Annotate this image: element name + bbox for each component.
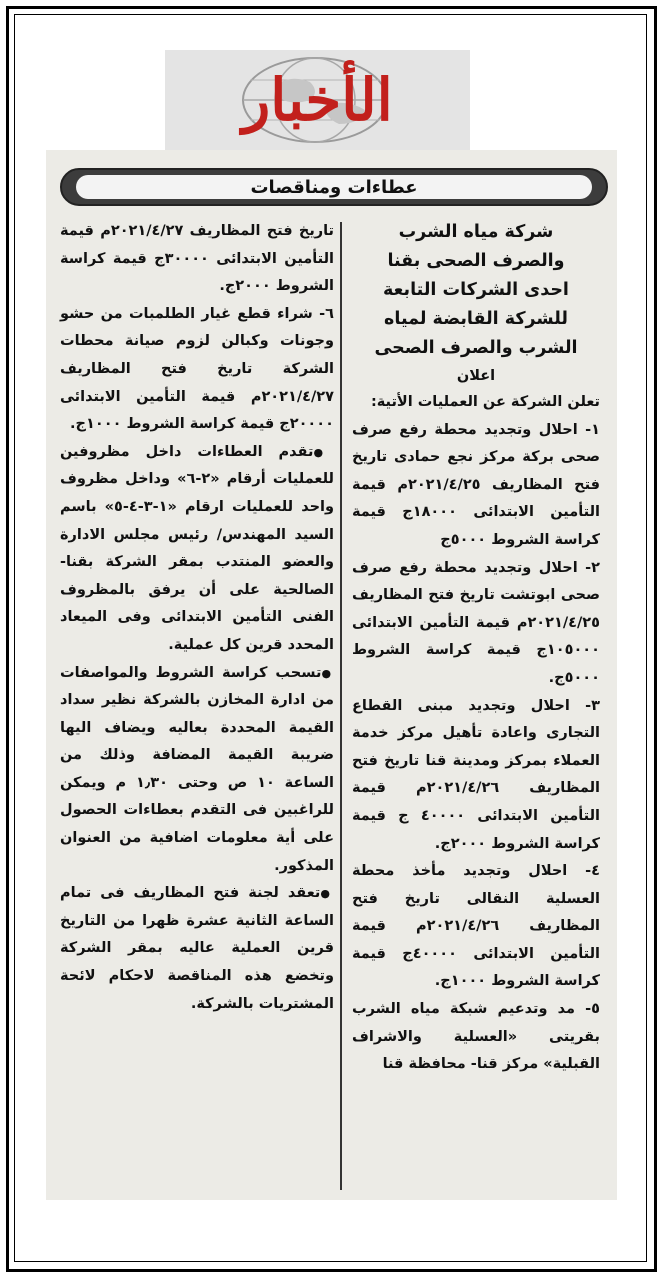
column-divider	[340, 222, 342, 1190]
heading-line: الشرب والصرف الصحى	[374, 338, 578, 358]
tender-item-1: ١- احلال وتجديد محطة رفع صرف صحى بركة مركز نجع حمادى تاريخ فتح المظاريف ٢٠٢١/٤/٢٥م قيمة التأمين الابتدائى ١٨٠٠٠ج قيمة كراسة الشروط ٥٠٠٠ج	[352, 421, 600, 548]
left-column	[60, 218, 334, 1018]
section-header-title: عطاءات ومناقصات	[76, 175, 592, 199]
right-column	[352, 218, 600, 1079]
heading-line: شركة مياه الشرب	[398, 222, 554, 242]
announcement-label: اعلان	[456, 368, 496, 384]
tender-item-5-continued: تاريخ فتح المظاريف ٢٠٢١/٤/٢٧م قيمة التأمين الابتدائى ٣٠٠٠٠ج قيمة كراسة الشروط ٢٠٠٠ج.	[60, 223, 334, 295]
masthead-logo-text: الأخبار	[242, 66, 393, 134]
tender-item-3: ٣- احلال وتجديد مبنى القطاع التجارى واعادة تأهيل مركز خدمة العملاء بمركز ومدينة قنا تاريخ فتح المظاريف ٢٠٢١/٤/٢٦م قيمة التأمين الابتدائى ٤٠٠٠٠ ج قيمة كراسة الشروط ٢٠٠٠ج.	[352, 697, 600, 852]
intro-text: تعلن الشركة عن العمليات الأتية:	[370, 394, 600, 410]
heading-line: للشركة القابضة لمياه	[384, 309, 568, 329]
tender-item-6: ٦- شراء قطع غيار الطلمبات من حشو وجونات وكبالن لزوم صيانة محطات الشركة تاريخ فتح المظاريف ٢٠٢١/٤/٢٧م قيمة التأمين الابتدائى ٢٠٠٠٠ج قيمة كراسة الشروط ١٠٠٠ج.	[60, 305, 334, 433]
heading-line: والصرف الصحى بقنا	[387, 251, 565, 271]
masthead-logo	[165, 50, 470, 150]
condition-bullet-2: ● تسحب كراسة الشروط والمواصفات من ادارة المخازن بالشركة نظير سداد القيمة المحددة بعاليه ويضاف اليها ضريبة القيمة المضافة وذلك من الساعة ١٠ ص وحتى ١٫٣٠ م ويمكن للراغبين فى التقدم بعطاءات الحصول على أية معلومات اضافية من العنوان المذكور.	[60, 660, 334, 881]
tender-item-5: ٥- مد وتدعيم شبكة مياه الشرب بقريتى «العسلية والاشراف القبلية» مركز قنا- محافظة قنا	[352, 1001, 600, 1073]
tender-item-4: ٤- احلال وتجديد مأخذ محطة العسلية النقالى تاريخ فتح المظاريف ٢٠٢١/٤/٢٦م قيمة التأمين الابتدائى ٤٠٠٠٠ج قيمة كراسة الشروط ١٠٠٠ج.	[352, 863, 600, 990]
section-header	[60, 168, 608, 206]
heading-line: احدى الشركات التابعة	[383, 280, 569, 300]
condition-bullet-1: ● تقدم العطاءات داخل مظروفين للعمليات أرقام «٢-٦» وداخل مظروف واحد للعمليات ارقام «١-٣-٤-٥» باسم السيد المهندس/ رئيس مجلس الادارة والعضو المنتدب بمقر الشركة بقنا- الصالحية على أن يرفق بالمظروف الفنى التأمين الابتدائى وفى الميعاد المحدد قرين كل عملية.	[60, 439, 334, 660]
condition-bullet-3: ● تعقد لجنة فتح المظاريف فى تمام الساعة الثانية عشرة ظهرا من التاريخ قرين العملية عاليه بمقر الشركة وتخضع هذه المناقصة لاحكام لائحة المشتريات بالشركة.	[60, 880, 334, 1018]
tender-item-2: ٢- احلال وتجديد محطة رفع صرف صحى ابوتشت تاريخ فتح المظاريف ٢٠٢١/٤/٢٥م قيمة التأمين الابتدائى ١٠٥٠٠٠ج قيمة كراسة الشروط ٥٠٠٠ج.	[352, 559, 600, 686]
